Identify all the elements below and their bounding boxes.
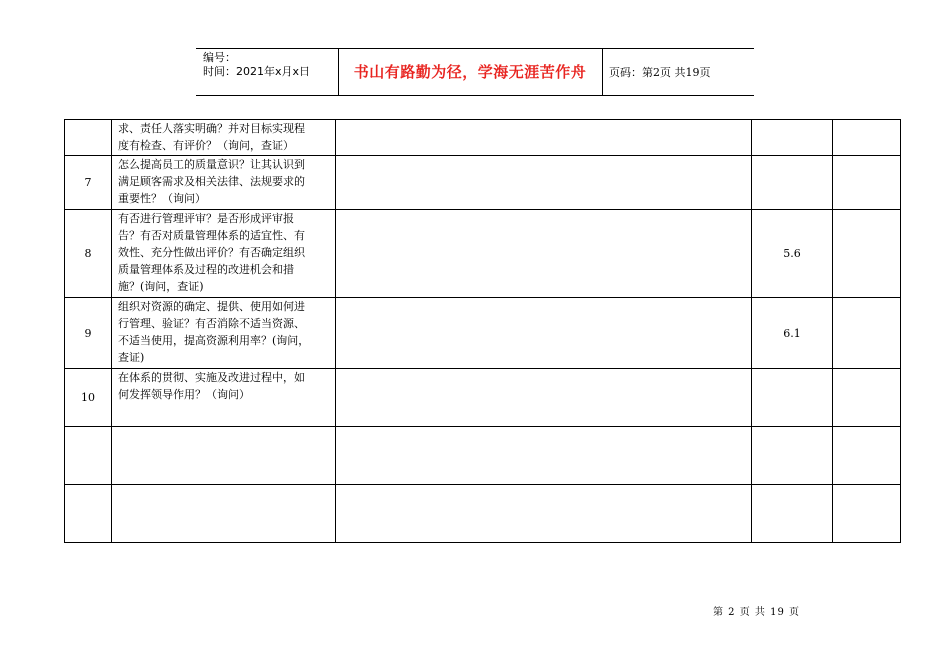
table-row: [65, 298, 901, 369]
clause-cell: [752, 369, 833, 427]
question-cell: [112, 485, 336, 543]
header-bottom-rule: [196, 95, 754, 96]
table-body: [65, 120, 901, 543]
record-cell: [336, 485, 752, 543]
result-cell: [833, 156, 901, 210]
clause-cell: [752, 156, 833, 210]
question-line: 效性、充分性做出评价？有否确定组织: [118, 246, 305, 259]
audit-checklist-table: [64, 119, 901, 543]
result-cell: [833, 485, 901, 543]
record-cell: [336, 427, 752, 485]
question-cell: [112, 210, 336, 298]
question-line: 质量管理体系及过程的改进机会和措: [118, 263, 294, 276]
header-info: [203, 51, 310, 79]
item-number-cell: [65, 427, 112, 485]
item-number-cell: 8: [65, 210, 112, 298]
table-row: [65, 156, 901, 210]
clause-cell: [752, 427, 833, 485]
clause-cell: [752, 485, 833, 543]
result-cell: [833, 369, 901, 427]
question-line: 行管理、验证？有否消除不适当资源、: [118, 317, 305, 330]
result-cell: [833, 427, 901, 485]
question-cell: [112, 120, 336, 156]
record-cell: [336, 369, 752, 427]
record-cell: [336, 120, 752, 156]
clause-cell: 5.6: [752, 210, 833, 298]
item-number-cell: 10: [65, 369, 112, 427]
page-footer: 第 2 页 共 19 页: [713, 607, 800, 618]
table-row: [65, 120, 901, 156]
item-number-cell: [65, 120, 112, 156]
question-line: 组织对资源的确定、提供、使用如何进: [118, 300, 305, 313]
item-number-cell: 9: [65, 298, 112, 369]
table-row: [65, 369, 901, 427]
question-line: 有否进行管理评审？是否形成评审报: [118, 212, 294, 225]
question-line: 不适当使用，提高资源利用率？(询问，: [118, 334, 310, 347]
question-cell: [112, 369, 336, 427]
result-cell: [833, 120, 901, 156]
clause-cell: [752, 120, 833, 156]
header-divider-right: [602, 48, 603, 95]
result-cell: [833, 210, 901, 298]
record-cell: [336, 298, 752, 369]
question-line: 告？有否对质量管理体系的适宜性、有: [118, 229, 305, 242]
question-line: 求、责任人落实明确？并对目标实现程: [118, 122, 305, 135]
question-cell: [112, 156, 336, 210]
serial-label: 编号：: [203, 51, 236, 64]
table-row: [65, 485, 901, 543]
question-cell: [112, 427, 336, 485]
record-cell: [336, 210, 752, 298]
question-line: 重要性？（询问）: [118, 192, 206, 205]
question-line: 满足顾客需求及相关法律、法规要求的: [118, 175, 305, 188]
item-number-cell: 7: [65, 156, 112, 210]
table-row: [65, 427, 901, 485]
record-cell: [336, 156, 752, 210]
header-page-code: 页码：第2页 共19页: [609, 66, 711, 79]
question-line: 怎么提高员工的质量意识？让其认识到: [118, 158, 305, 171]
header-motto: 书山有路勤为径，学海无涯苦作舟: [353, 63, 587, 81]
clause-cell: 6.1: [752, 298, 833, 369]
question-line: 施？(询问，查证): [118, 280, 204, 293]
question-cell: [112, 298, 336, 369]
item-number-cell: [65, 485, 112, 543]
question-line: 在体系的贯彻、实施及改进过程中，如: [118, 371, 305, 384]
table-row: [65, 210, 901, 298]
time-label: 时间：2021年x月x日: [203, 65, 311, 78]
question-line: 查证): [118, 351, 145, 364]
question-line: 度有检查、有评价？（询问，查证）: [118, 139, 294, 152]
question-line: 何发挥领导作用？（询问）: [118, 388, 250, 401]
result-cell: [833, 298, 901, 369]
